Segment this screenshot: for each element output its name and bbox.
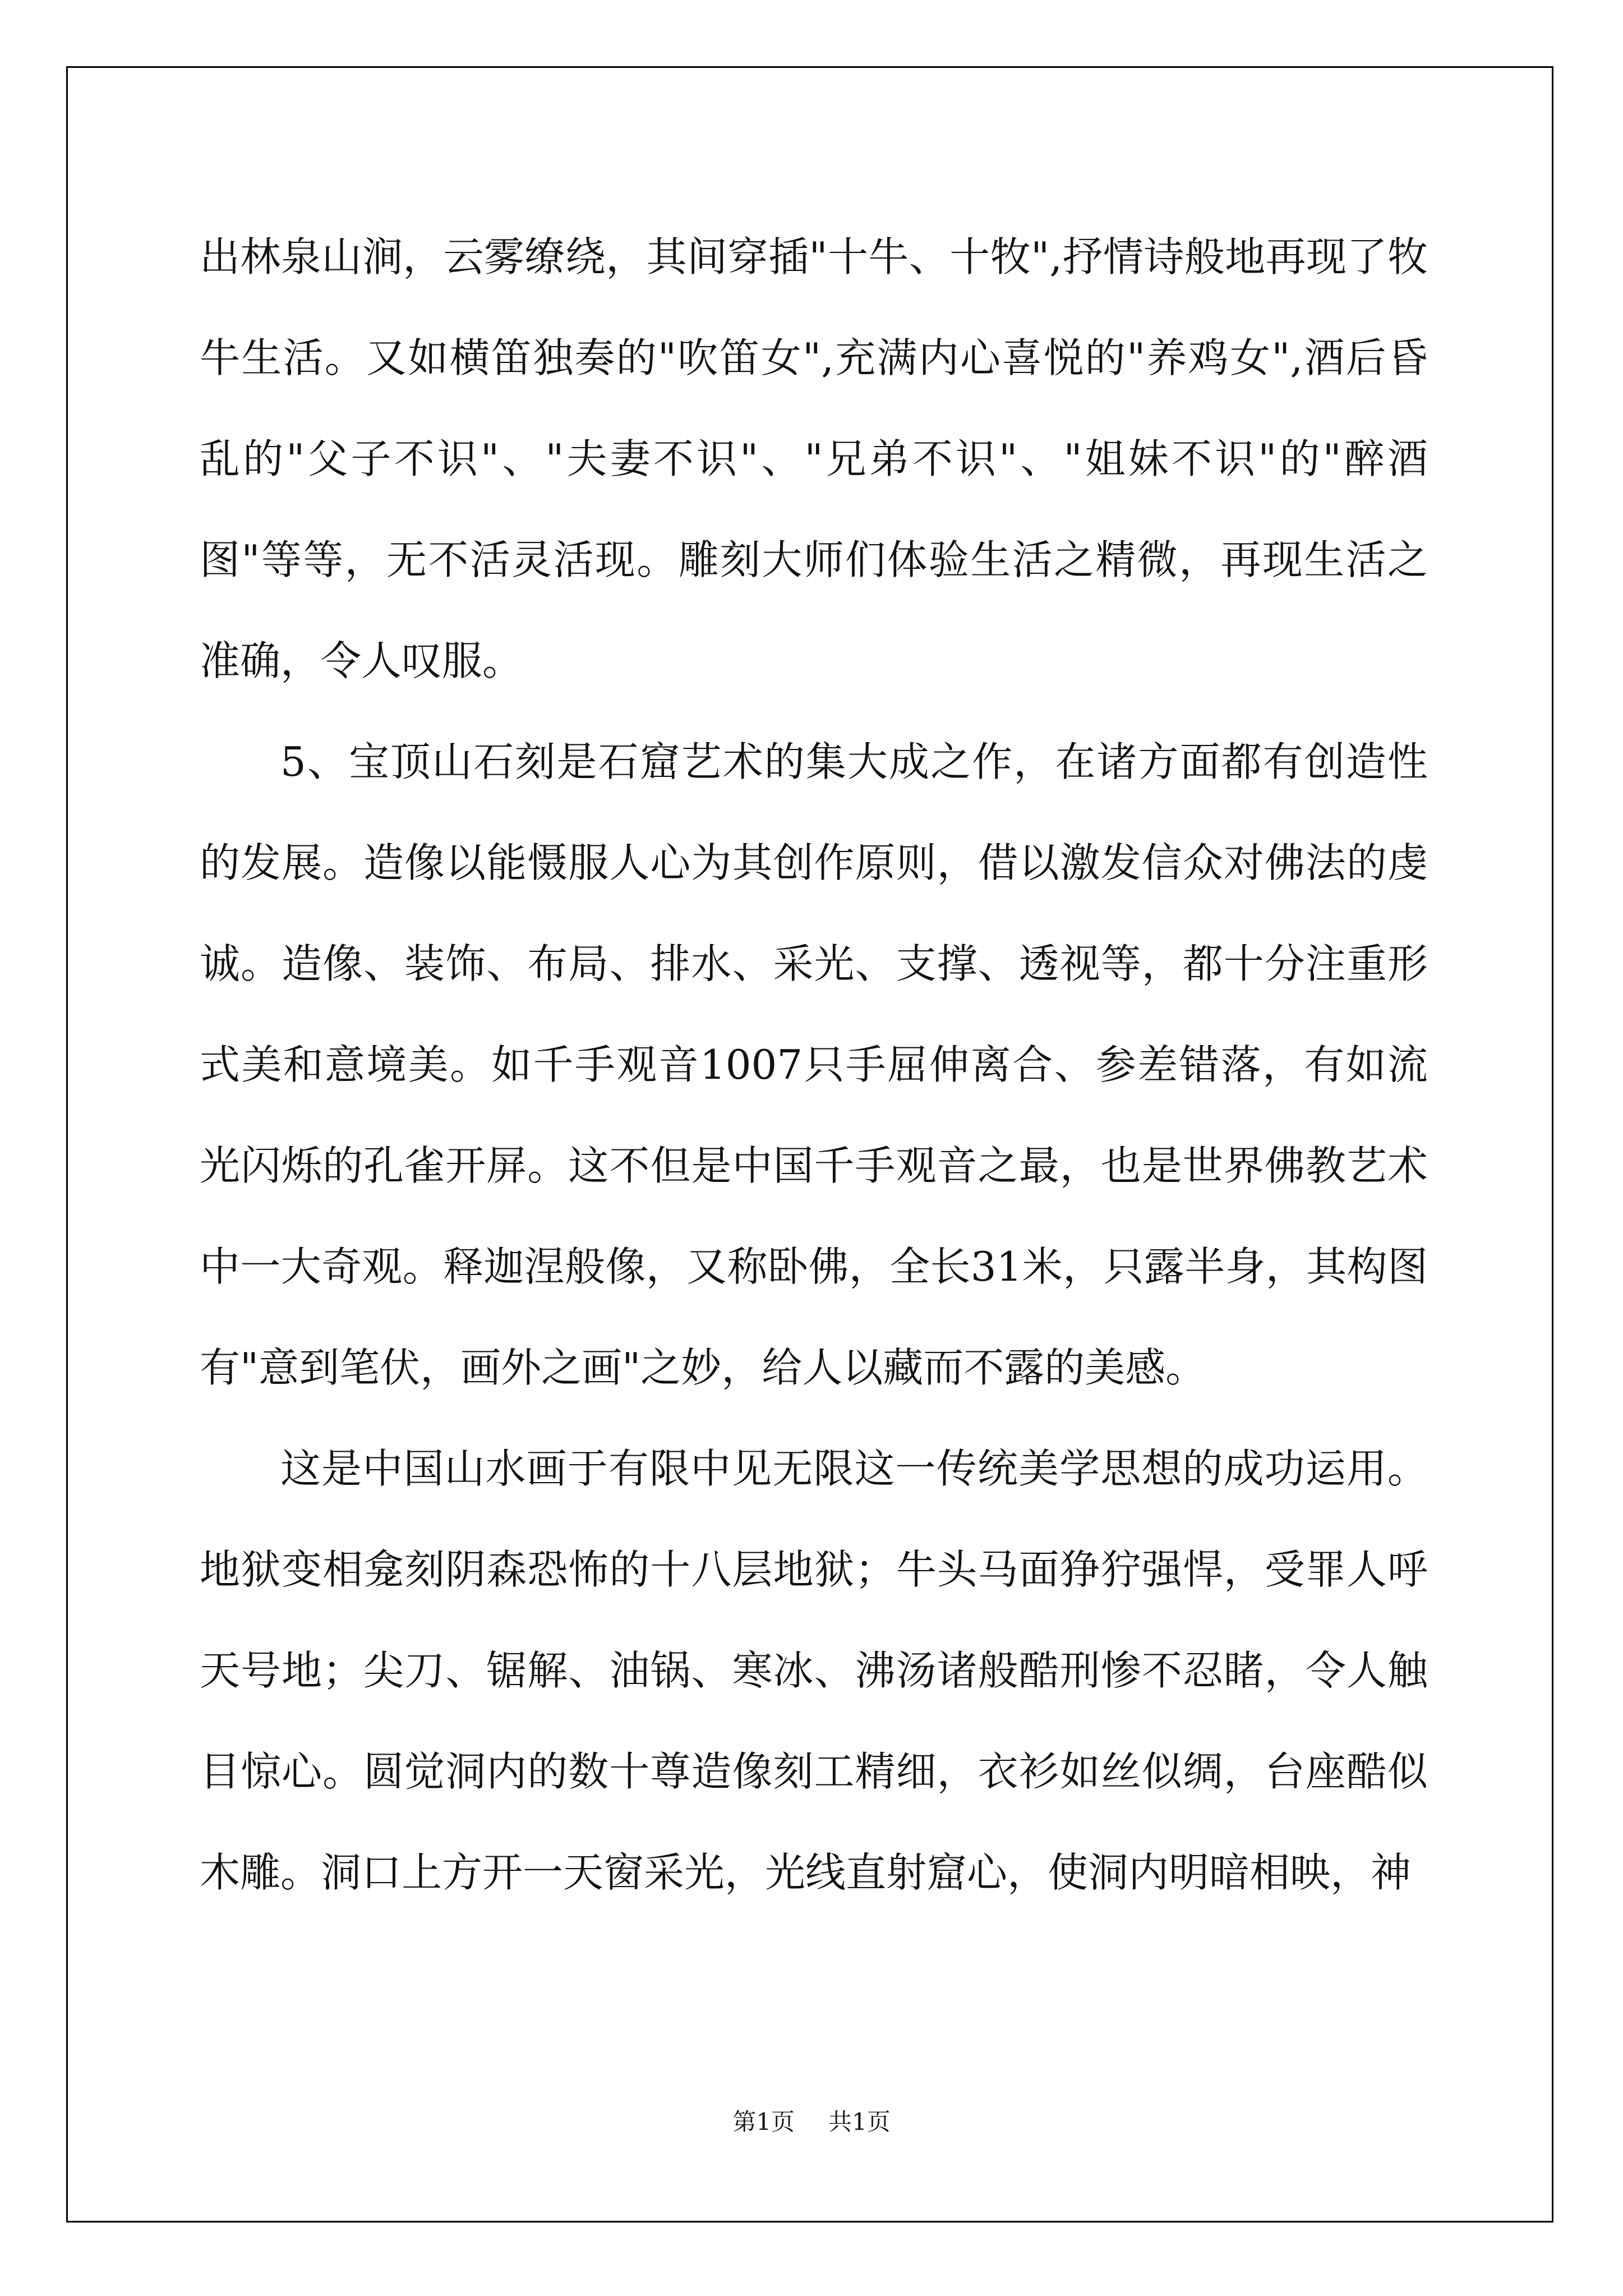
page-number: 第1页 [732,2108,795,2136]
paragraph-1: 出林泉山涧，云雾缭绕，其间穿插"十牛、十牧",抒情诗般地再现了牧牛生活。又如横笛独奏的"吹笛女",充满内心喜悦的"养鸡女",酒后昏乱的"父子不识"、"夫妻不识"、"兄弟不识"、"姐妹不识"的"醉酒图"等等，无不活灵活现。雕刻大师们体验生活之精微，再现生活之准确，令人叹服。 [200,233,1428,684]
paragraph-2: 5、宝顶山石刻是石窟艺术的集大成之作，在诸方面都有创造性的发展。造像以能慑服人心为其创作原则，借以激发信众对佛法的虔诚。造像、装饰、布局、排水、采光、支撑、透视等，都十分注重形式美和意境美。如千手观音1007只手屈伸离合、参差错落，有如流光闪烁的孔雀开屏。这不但是中国千手观音之最，也是世界佛教艺术中一大奇观。释迦涅般像，又称卧佛，全长31米，只露半身，其构图有"意到笔伏，画外之画"之妙，给人以藏而不露的美感。 [200,738,1428,1391]
document-body [200,206,1428,1923]
paragraph-3: 这是中国山水画于有限中见无限这一传统美学思想的成功运用。地狱变相龛刻阴森恐怖的十八层地狱；牛头马面狰狞强悍，受罪人呼天号地；尖刀、锯解、油锅、寒冰、沸汤诸般酷刑惨不忍睹，令人触目惊心。圆觉洞内的数十尊造像刻工精细，衣衫如丝似绸，台座酷似木雕。洞口上方开一天窗采光，光线直射窟心，使洞内明暗相映，神 [200,1445,1428,1896]
page-total: 共1页 [828,2108,891,2136]
page-footer [0,2104,1623,2137]
